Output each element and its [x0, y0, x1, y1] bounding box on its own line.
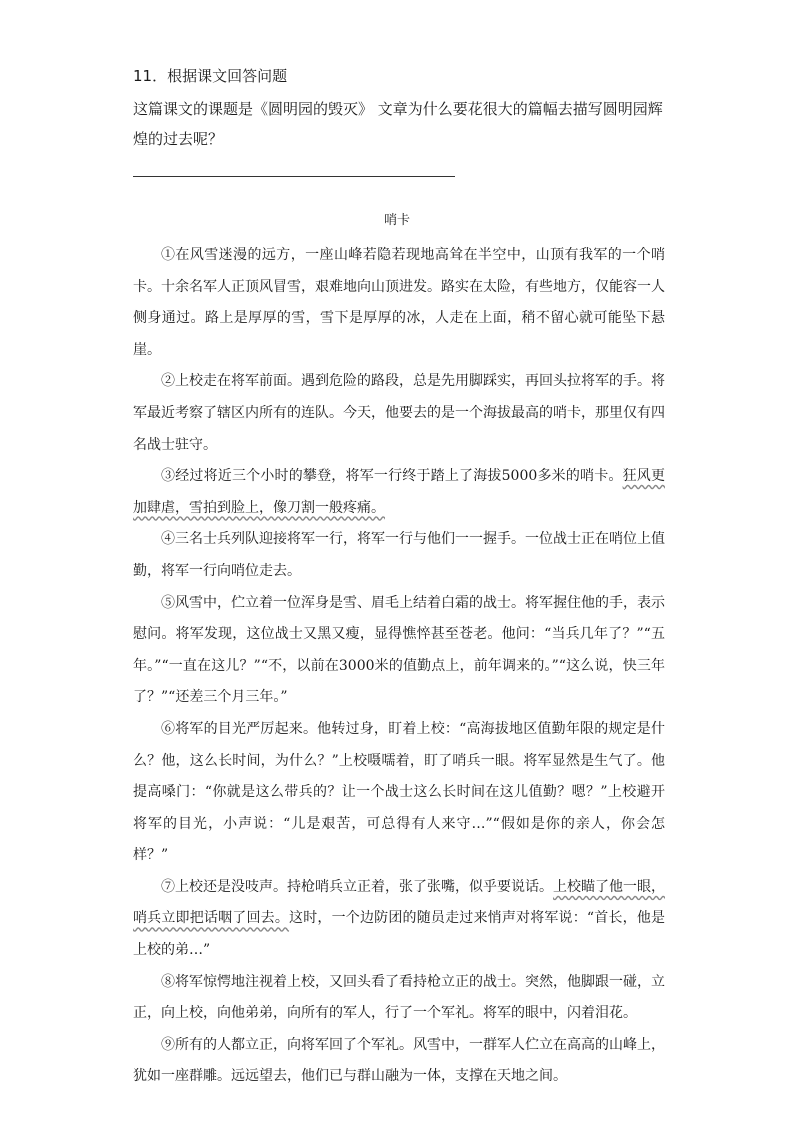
- paragraph-9: ⑨所有的人都立正，向将军回了个军礼。风雪中，一群军人伫立在高高的山峰上，犹如一座群雕。远远望去，他们已与群山融为一体，支撑在天地之间。: [133, 1036, 665, 1085]
- paragraph-3: [133, 461, 665, 524]
- answer-line: [133, 176, 455, 177]
- paragraph-3-text: ③经过将近三个小时的攀登，将军一行终于踏上了海拔5000多米的哨卡。: [161, 468, 623, 485]
- question-title: 11．根据课文回答问题: [133, 67, 288, 85]
- paragraph-3-underlined: 狂风更加肆虐，雪拍到脸上，像刀割一般疼痛。: [133, 468, 665, 516]
- paragraph-7-underlined: 上校瞄了他一眼，哨兵立即把话咽了回去。: [133, 878, 665, 927]
- paragraph-6: ⑥将军的目光严厉起来。他转过身，盯着上校：“高海拔地区值勤年限的规定是什么？他，这么长时间，为什么？”上校嗫嚅着，盯了哨兵一眼。将军显然是生气了。他提高嗓门：“你就是这么带兵的？让一个战士这么长时间在这儿值勤？嗯？”上校避开将军的目光，小声说：“儿是艰苦，可总得有人来守…”“假如是你的亲人，你会怎样？”: [133, 720, 665, 864]
- paragraph-4: ④三名士兵列队迎接将军一行，将军一行与他们一一握手。一位战士正在哨位上值勤，将军一行向哨位走去。: [133, 531, 665, 579]
- paragraph-7-text-a: ⑦上校还是没吱声。持枪哨兵立正着，张了张嘴，似乎要说话。: [161, 878, 553, 895]
- story-body: [133, 240, 665, 1093]
- paragraph-7-text-b: 这时，一个边防团的随员走过来悄声对将军说：“首长，他是上校的弟…”: [133, 910, 666, 959]
- paragraph-2: ②上校走在将军前面。遇到危险的路段，总是先用脚踩实，再回头拉将军的手。将军最近考察了辖区内所有的连队。今天，他要去的是一个海拔最高的哨卡，那里仅有四名战士驻守。: [133, 373, 665, 453]
- paragraph-8: ⑧将军惊愕地注视着上校，又回头看了看持枪立正的战士。突然，他脚跟一碰，立正，向上校，向他弟弟，向所有的军人，行了一个军礼。将军的眼中，闪着泪花。: [133, 973, 665, 1022]
- story-title: 哨卡: [383, 213, 410, 228]
- paragraph-7: [133, 872, 665, 967]
- question-body: 这篇课文的课题是《圆明园的毁灭》 文章为什么要花很大的篇幅去描写圆明园辉煌的过去呢？: [133, 100, 663, 148]
- paragraph-5: ⑤风雪中，伫立着一位浑身是雪、眉毛上结着白霜的战士。将军握住他的手，表示慰问。将军发现，这位战士又黑又瘦，显得憔悴甚至苍老。他问：“当兵几年了？”“五年。”“一直在这儿？”“不，以前在3000米的值勤点上，前年调来的。”“这么说，快三年了？”“还差三个月三年。”: [133, 594, 665, 706]
- paragraph-1: ①在风雪迷漫的远方，一座山峰若隐若现地高耸在半空中，山顶有我军的一个哨卡。十余名军人正顶风冒雪，艰难地向山顶进发。路实在太险，有些地方，仅能容一人侧身通过。路上是厚厚的雪，雪下是厚厚的冰，人走在上面，稍不留心就可能坠下悬崖。: [133, 247, 665, 358]
